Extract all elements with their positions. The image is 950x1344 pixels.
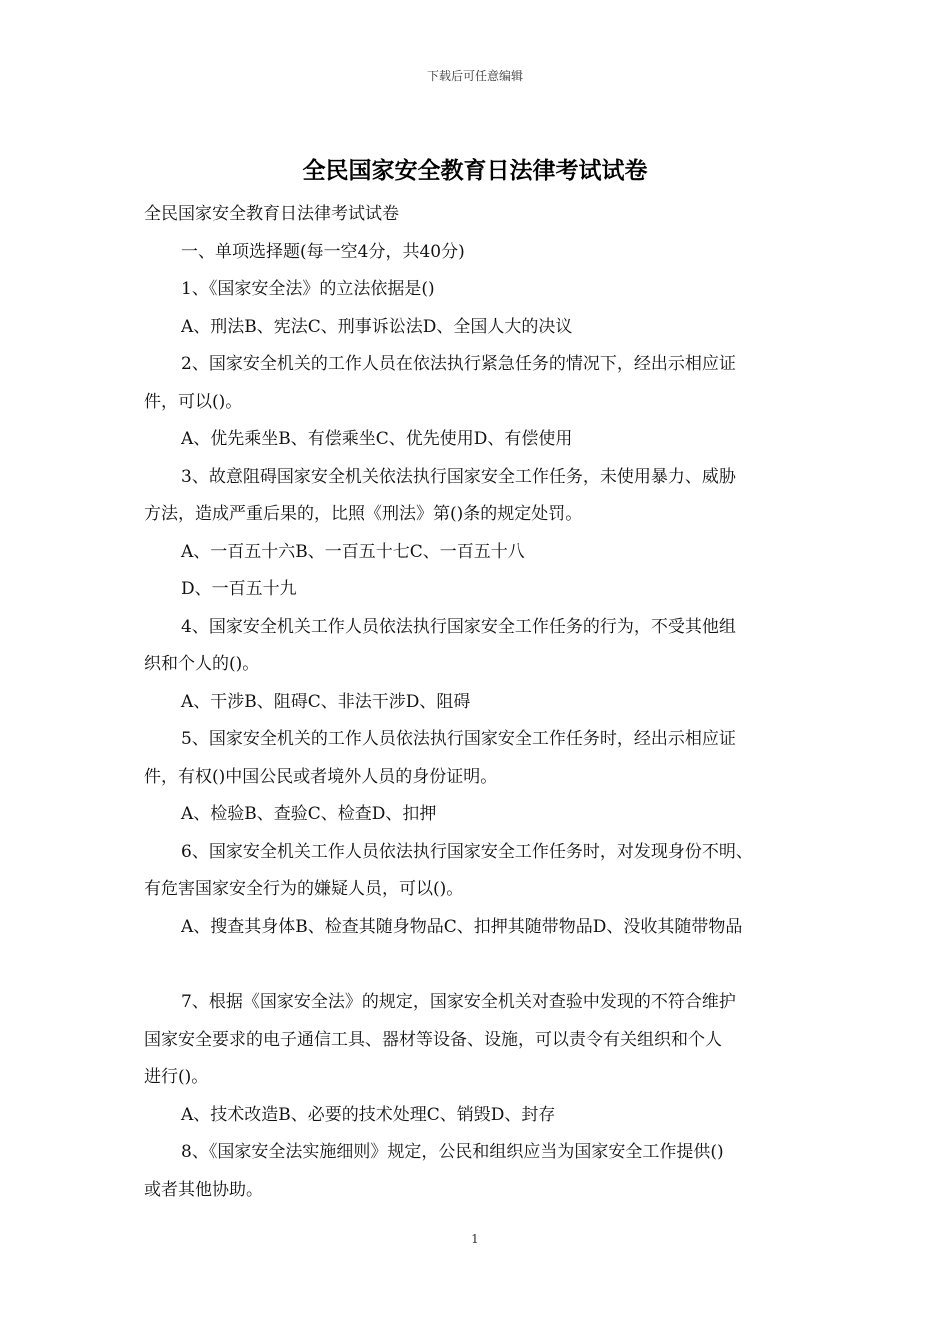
- question-2-text: 2、国家安全机关的工作人员在依法执行紧急任务的情况下，经出示相应证: [181, 354, 736, 374]
- section-heading: 一、单项选择题(每一空4分，共40分): [181, 241, 465, 262]
- document-body: [144, 196, 809, 1209]
- question-6-options: A、搜查其身体B、检查其随身物品C、扣押其随带物品D、没收其随带物品: [181, 916, 743, 937]
- paragraph-gap: [144, 946, 809, 984]
- question-2-options: A、优先乘坐B、有偿乘坐C、优先使用D、有偿使用: [181, 429, 573, 449]
- question-8-text: 8、《国家安全法实施细则》规定，公民和组织应当为国家安全工作提供(): [181, 1142, 724, 1162]
- page-header-note: 下载后可任意编辑: [426, 69, 523, 83]
- question-4-options: A、干涉B、阻碍C、非法干涉D、阻碍: [181, 691, 471, 712]
- question-7-text: 7、根据《国家安全法》的规定，国家安全机关对查验中发现的不符合维护: [181, 992, 736, 1012]
- question-3-text-cont: 方法，造成严重后果的，比照《刑法》第()条的规定处罚。: [144, 504, 583, 524]
- question-5-text: 5、国家安全机关的工作人员依法执行国家安全工作任务时，经出示相应证: [181, 729, 736, 749]
- question-6-text-cont: 有危害国家安全行为的嫌疑人员，可以()。: [144, 879, 464, 899]
- question-7-text-cont-1: 国家安全要求的电子通信工具、器材等设备、设施，可以责令有关组织和个人: [144, 1029, 722, 1050]
- question-6-text: 6、国家安全机关工作人员依法执行国家安全工作任务时，对发现身份不明、: [181, 841, 753, 862]
- question-2-text-cont: 件，可以()。: [144, 391, 243, 412]
- question-3-text: 3、故意阻碍国家安全机关依法执行国家安全工作任务，未使用暴力、威胁: [181, 466, 736, 487]
- question-5-options: A、检验B、查验C、检查D、扣押: [181, 804, 437, 824]
- document-subtitle: 全民国家安全教育日法律考试试卷: [144, 204, 399, 224]
- question-8-text-cont: 或者其他协助。: [144, 1179, 263, 1200]
- question-4-text-cont: 织和个人的()。: [144, 654, 260, 674]
- question-4-text: 4、国家安全机关工作人员依法执行国家安全工作任务的行为，不受其他组: [181, 616, 736, 637]
- document-title: 全民国家安全教育日法律考试试卷: [302, 158, 648, 184]
- question-1-text: 1、《国家安全法》的立法依据是(): [181, 279, 435, 299]
- question-7-options: A、技术改造B、必要的技术处理C、销毁D、封存: [181, 1104, 556, 1125]
- question-1-options: A、刑法B、宪法C、刑事诉讼法D、全国人大的决议: [181, 316, 573, 337]
- question-3-options-cont: D、一百五十九: [181, 579, 297, 599]
- question-5-text-cont: 件，有权()中国公民或者境外人员的身份证明。: [144, 766, 498, 787]
- question-7-text-cont-2: 进行()。: [144, 1067, 209, 1087]
- question-3-options: A、一百五十六B、一百五十七C、一百五十八: [181, 541, 525, 562]
- page-number: 1: [471, 1232, 479, 1246]
